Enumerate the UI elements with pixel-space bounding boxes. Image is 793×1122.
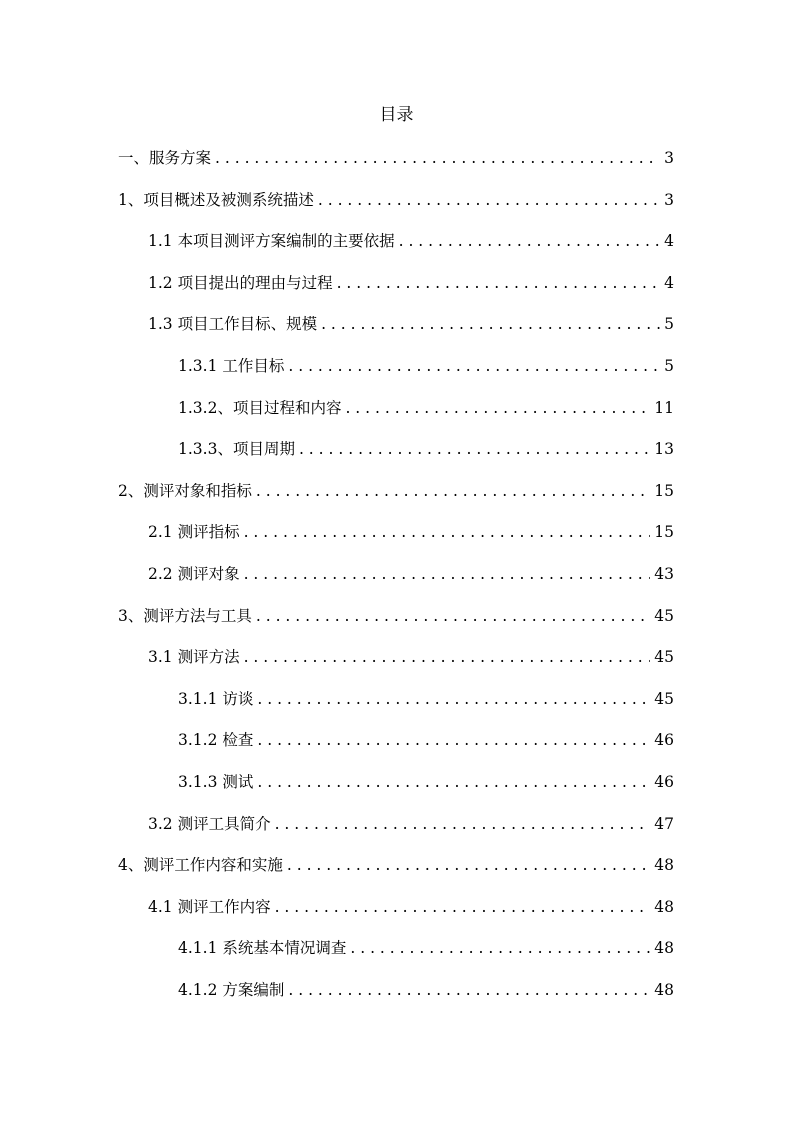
dot-leader xyxy=(257,728,650,752)
table-of-contents xyxy=(118,146,674,1019)
toc-page-number: 46 xyxy=(654,772,674,791)
toc-page-number: 13 xyxy=(654,440,674,459)
toc-entry[interactable] xyxy=(118,312,674,354)
toc-page-number: 15 xyxy=(654,523,674,542)
toc-entry-text: 1.3 项目工作目标、规模 xyxy=(148,315,318,334)
toc-title: 目录 xyxy=(379,105,414,125)
toc-entry[interactable] xyxy=(118,188,674,230)
toc-page-number: 3 xyxy=(664,190,674,209)
dot-leader xyxy=(288,978,650,1002)
toc-entry[interactable] xyxy=(118,770,674,812)
toc-entry-text: 3.1.1 访谈 xyxy=(178,689,254,708)
toc-entry[interactable] xyxy=(118,978,674,1020)
toc-page-number: 5 xyxy=(664,356,674,375)
toc-entry-text: 4.1 测评工作内容 xyxy=(148,897,271,916)
toc-page-number: 5 xyxy=(664,315,674,334)
toc-entry[interactable] xyxy=(118,479,674,521)
toc-entry-text: 一、服务方案 xyxy=(118,149,212,167)
toc-page-number: 15 xyxy=(654,481,674,500)
toc-entry-text: 3.1.3 测试 xyxy=(178,772,254,791)
toc-entry-text: 1.2 项目提出的理由与过程 xyxy=(148,273,333,292)
toc-page-number: 45 xyxy=(654,606,674,625)
toc-entry[interactable] xyxy=(118,396,674,438)
toc-entry-text: 1.1 本项目测评方案编制的主要依据 xyxy=(148,232,395,251)
toc-page-number: 47 xyxy=(654,814,674,833)
toc-page-number: 45 xyxy=(654,689,674,708)
toc-page-number: 3 xyxy=(664,149,674,167)
toc-entry[interactable] xyxy=(118,562,674,604)
dot-leader xyxy=(350,936,650,960)
toc-entry-text: 3.1.2 检查 xyxy=(178,731,254,750)
dot-leader xyxy=(318,188,660,212)
dot-leader xyxy=(345,396,650,420)
dot-leader xyxy=(299,437,650,461)
toc-entry-text: 4、测评工作内容和实施 xyxy=(118,856,283,875)
toc-page-number: 43 xyxy=(654,564,674,583)
toc-entry-text: 1、项目概述及被测系统描述 xyxy=(118,190,314,209)
toc-page-number: 4 xyxy=(664,273,674,292)
toc-entry[interactable] xyxy=(118,812,674,854)
dot-leader xyxy=(337,271,660,295)
dot-leader xyxy=(257,687,650,711)
toc-entry[interactable] xyxy=(118,687,674,729)
dot-leader xyxy=(244,645,651,669)
toc-entry-text: 2.1 测评指标 xyxy=(148,523,240,542)
toc-entry[interactable] xyxy=(118,645,674,687)
toc-entry[interactable] xyxy=(118,271,674,313)
toc-page-number: 11 xyxy=(654,398,674,417)
toc-entry[interactable] xyxy=(118,728,674,770)
toc-entry[interactable] xyxy=(118,936,674,978)
toc-page-number: 48 xyxy=(654,939,674,958)
toc-entry-text: 1.3.2、项目过程和内容 xyxy=(178,398,342,417)
toc-page-number: 45 xyxy=(654,648,674,667)
dot-leader xyxy=(257,770,650,794)
toc-page-number: 48 xyxy=(654,856,674,875)
dot-leader xyxy=(256,479,650,503)
toc-entry-text: 2、测评对象和指标 xyxy=(118,481,252,500)
dot-leader xyxy=(215,146,660,170)
dot-leader xyxy=(256,604,650,628)
toc-entry-text: 3.2 测评工具简介 xyxy=(148,814,271,833)
toc-entry-text: 2.2 测评对象 xyxy=(148,564,240,583)
toc-page-number: 46 xyxy=(654,731,674,750)
toc-page-number: 48 xyxy=(654,980,674,999)
toc-entry[interactable] xyxy=(118,437,674,479)
toc-entry-text: 3.1 测评方法 xyxy=(148,648,240,667)
toc-entry[interactable] xyxy=(118,520,674,562)
toc-page-number: 4 xyxy=(664,232,674,251)
toc-entry[interactable] xyxy=(118,146,674,188)
dot-leader xyxy=(275,812,651,836)
toc-entry[interactable] xyxy=(118,604,674,646)
toc-entry-text: 4.1.2 方案编制 xyxy=(178,980,285,999)
toc-entry[interactable] xyxy=(118,354,674,396)
toc-page-number: 48 xyxy=(654,897,674,916)
toc-entry[interactable] xyxy=(118,229,674,271)
toc-entry-text: 1.3.3、项目周期 xyxy=(178,440,295,459)
dot-leader xyxy=(244,562,651,586)
toc-entry-text: 3、测评方法与工具 xyxy=(118,606,252,625)
dot-leader xyxy=(244,520,651,544)
dot-leader xyxy=(288,354,660,378)
dot-leader xyxy=(275,895,651,919)
dot-leader xyxy=(399,229,660,253)
toc-entry-text: 4.1.1 系统基本情况调查 xyxy=(178,939,347,958)
dot-leader xyxy=(321,312,660,336)
dot-leader xyxy=(287,853,650,877)
toc-entry-text: 1.3.1 工作目标 xyxy=(178,356,285,375)
toc-entry[interactable] xyxy=(118,853,674,895)
toc-entry[interactable] xyxy=(118,895,674,937)
